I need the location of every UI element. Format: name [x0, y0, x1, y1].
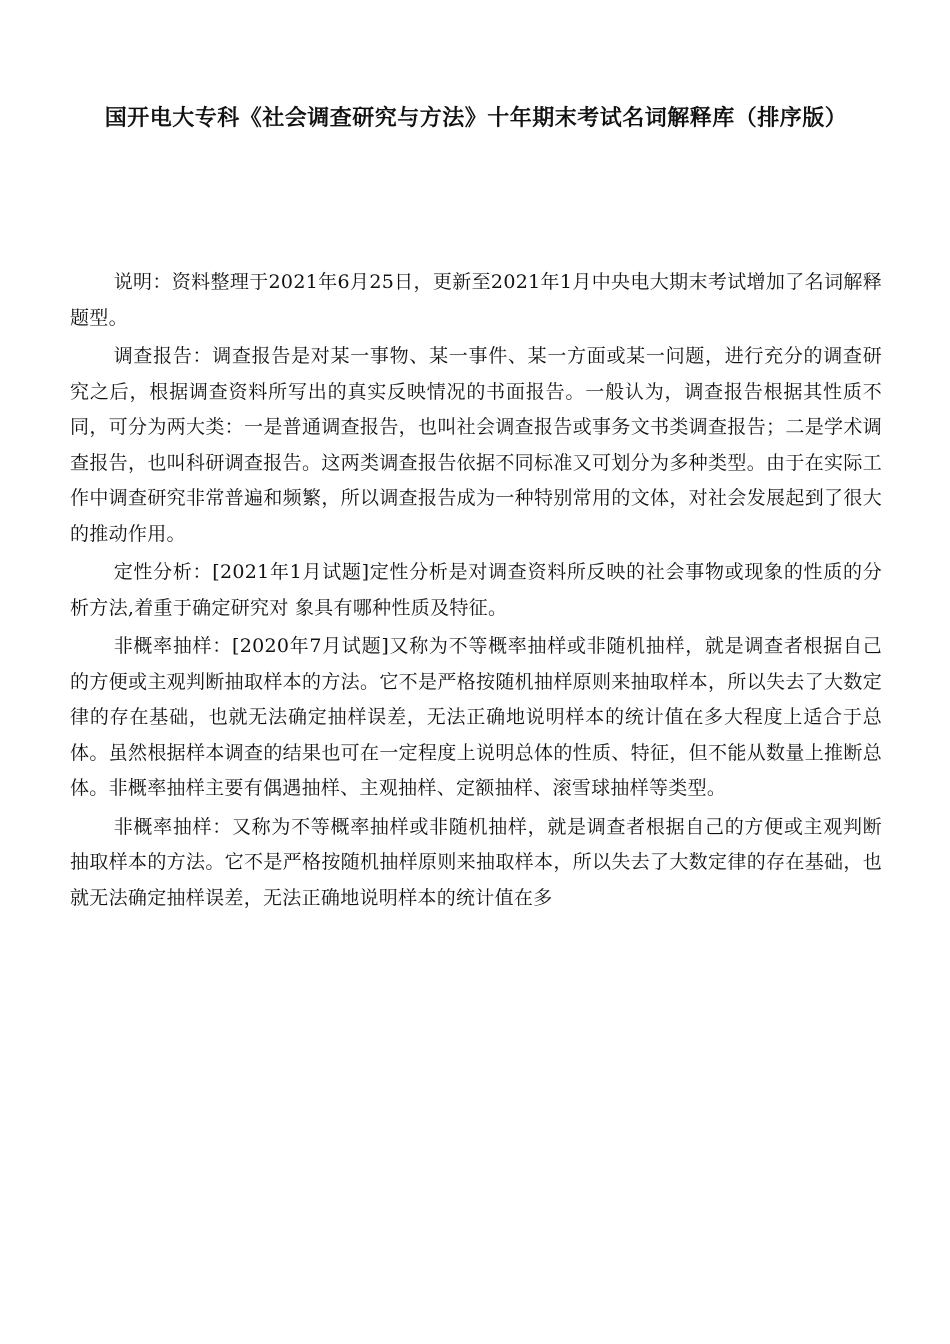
document-body	[70, 265, 882, 919]
paragraph-text: 又称为不等概率抽样或非随机抽样，就是调查者根据自己的方便或主观判断抽取样本的方法。它不是严格按随机抽样原则来抽取样本，所以失去了大数定律的存在基础，也就无法确定抽样误差，无法正确地说明样本的统计值在多	[70, 815, 882, 909]
paragraph-nonprobability-sampling-2020	[70, 629, 882, 807]
paragraph-text: 资料整理于2021年6月25日，更新至2021年1月中央电大期末考试增加了名词解释题型。	[70, 271, 882, 329]
paragraph-term: 说明：	[113, 271, 172, 293]
paragraph-term: 非概率抽样：	[113, 815, 232, 838]
paragraph-note	[70, 265, 882, 336]
paragraph-text: [2021年1月试题]定性分析是对调查资料所反映的社会事物或现象的性质的分析方法,着重于确定研究对 象具有哪种性质及特征。	[70, 561, 882, 619]
paragraph-term: 非概率抽样：	[113, 635, 232, 657]
paragraph-qualitative-analysis	[70, 555, 882, 626]
paragraph-text: [2020年7月试题]又称为不等概率抽样或非随机抽样，就是调查者根据自己的方便或主观判断抽取样本的方法。它不是严格按随机抽样原则来抽取样本，所以失去了大数定律的存在基础，也就无法确定抽样误差，无法正确地说明样本的统计值在多大程度上适合于总体。虽然根据样本调查的结果也可在一定程度上说明总体的性质、特征，但不能从数量上推断总体。非概率抽样主要有偶遇抽样、主观抽样、定额抽样、滚雪球抽样等类型。	[70, 635, 882, 799]
paragraph-term: 定性分析：	[113, 561, 213, 583]
paragraph-survey-report	[70, 339, 882, 552]
paragraph-nonprobability-sampling	[70, 810, 882, 917]
paragraph-text: 调查报告是对某一事物、某一事件、某一方面或某一问题，进行充分的调查研究之后，根据调查资料所写出的真实反映情况的书面报告。一般认为，调查报告根据其性质不同，可分为两大类：一是普通调查报告，也叫社会调查报告或事务文书类调查报告；二是学术调查报告，也叫科研调查报告。这两类调查报告依据不同标准又可划分为多种类型。由于在实际工作中调查研究非常普遍和频繁，所以调查报告成为一种特别常用的文体，对社会发展起到了很大的推动作用。	[70, 345, 882, 545]
paragraph-term: 调查报告：	[113, 345, 213, 367]
document-title: 国开电大专科《社会调查研究与方法》十年期末考试名词解释库（排序版）	[104, 106, 848, 131]
